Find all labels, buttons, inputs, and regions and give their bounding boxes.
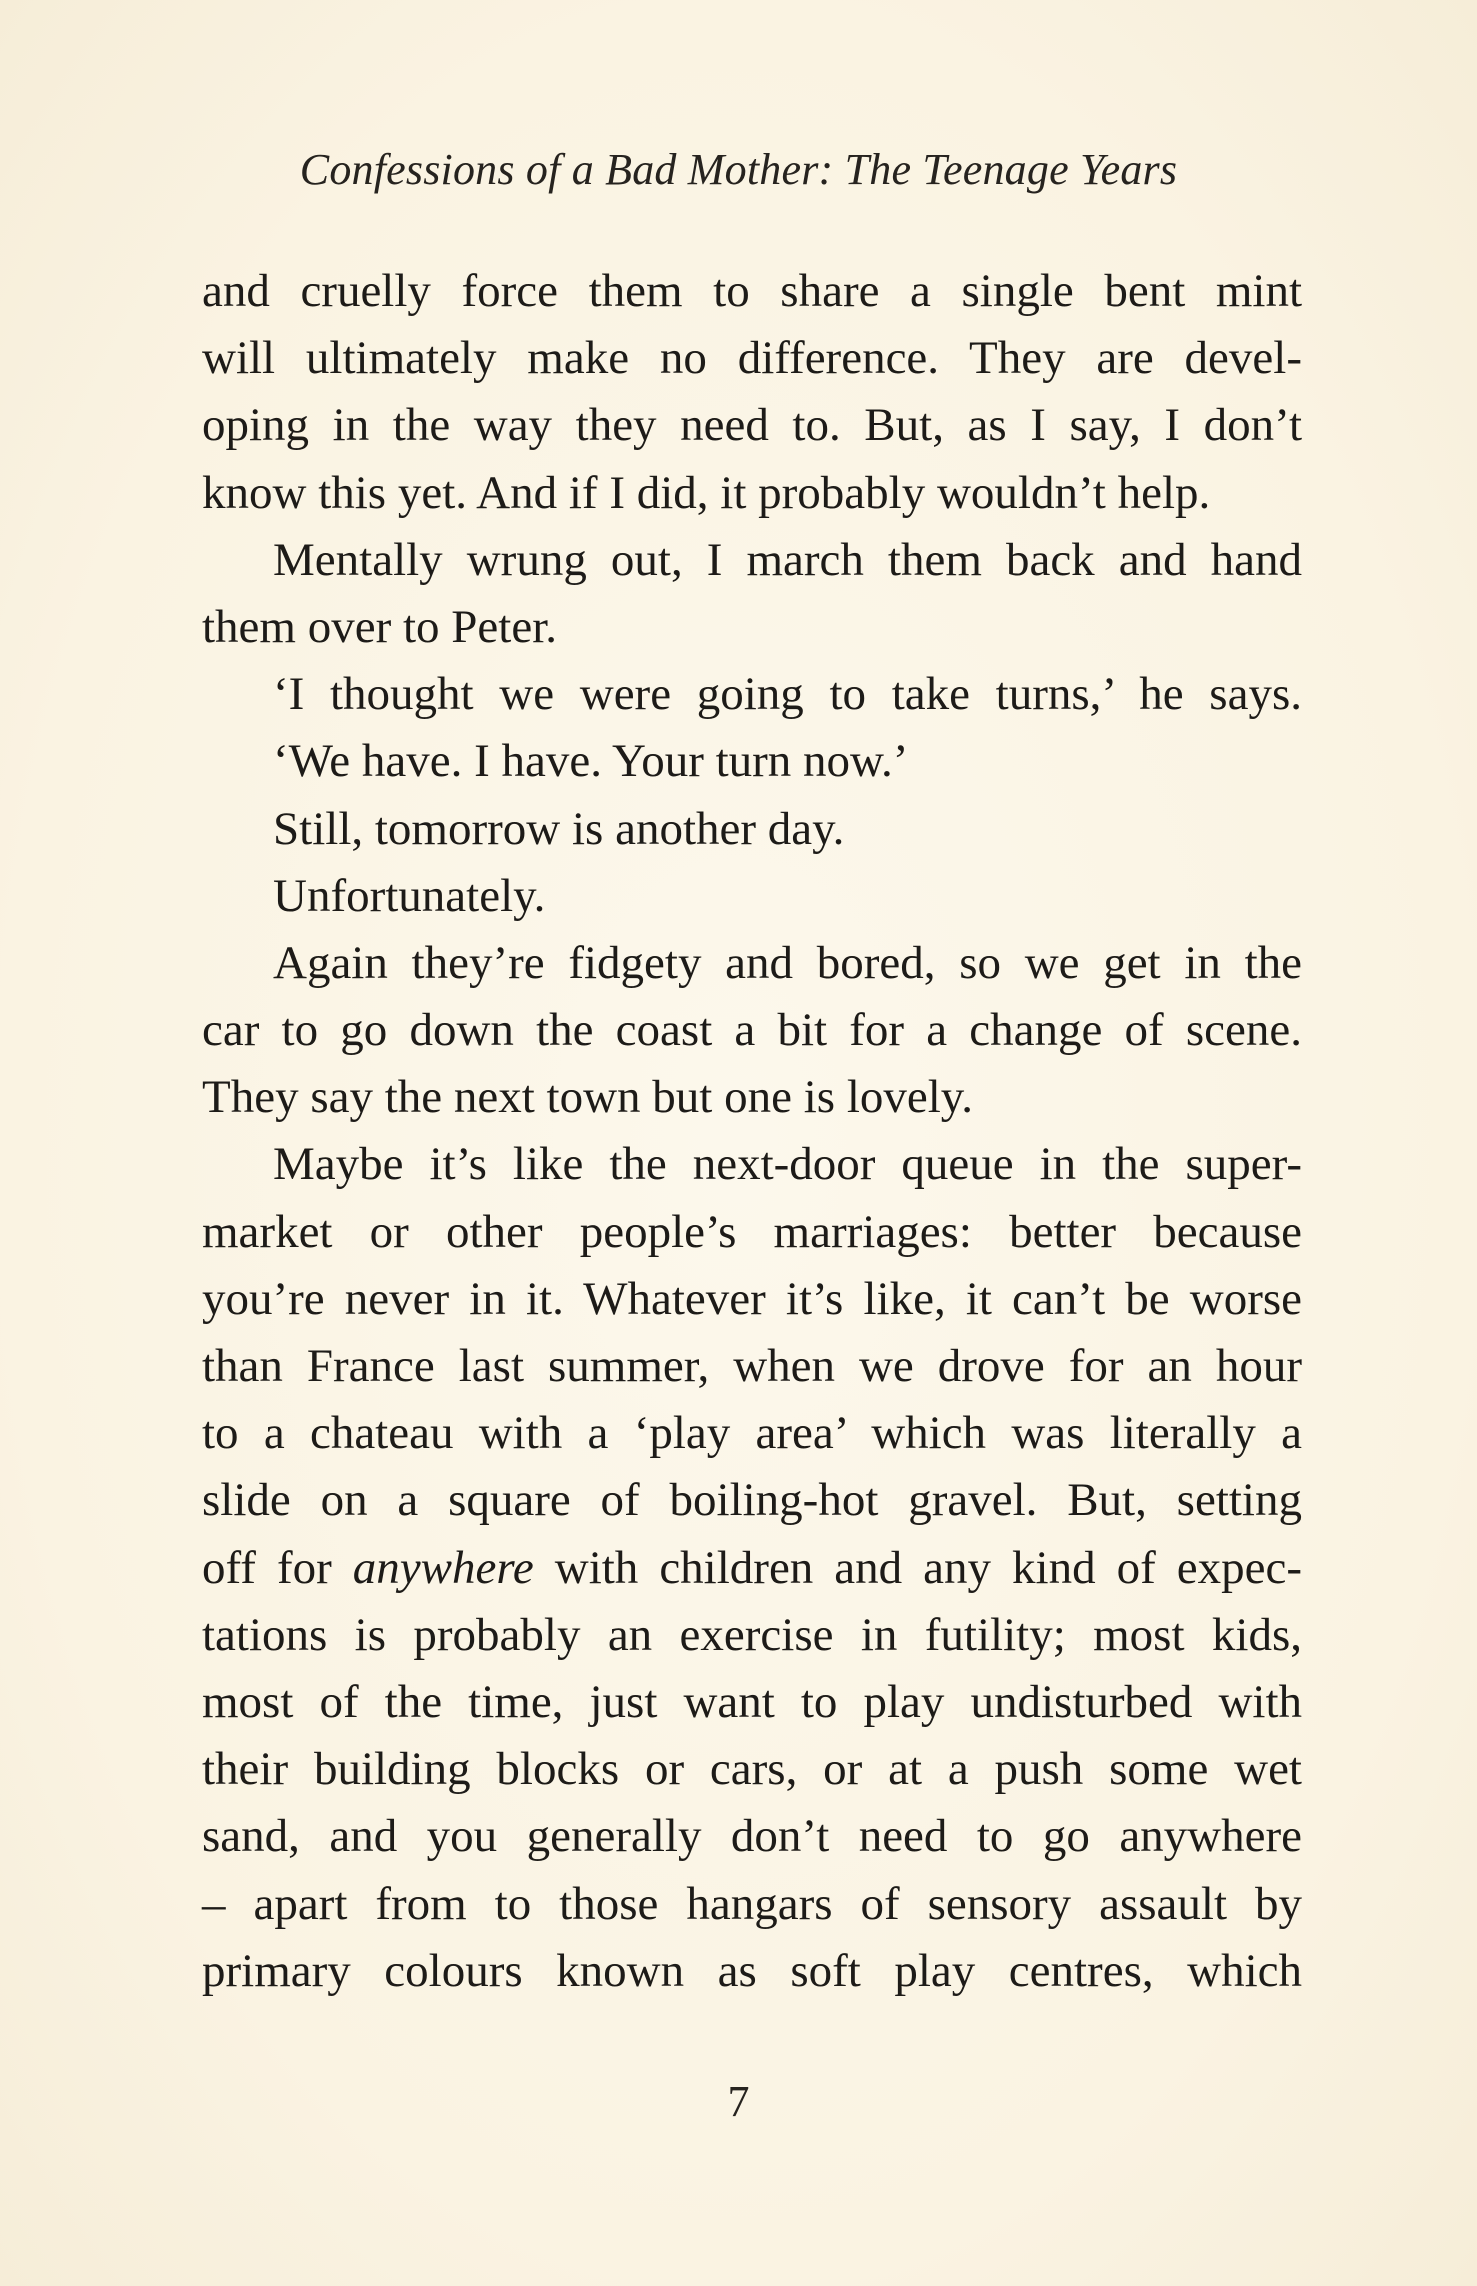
text-line: tations is probably an exercise in futility; most kids,: [202, 1608, 1302, 1661]
text-line: their building blocks or cars, or at a push some wet: [202, 1743, 1302, 1796]
text-line: know this yet. And if I did, it probably wouldn’t help.: [202, 466, 1211, 519]
text-line: Mentally wrung out, I march them back and hand: [273, 533, 1302, 586]
text-line: slide on a square of boiling-hot gravel. But, setting: [202, 1474, 1302, 1527]
text-line: them over to Peter.: [202, 600, 558, 653]
text-fragment: with children and any kind of expec-: [533, 1541, 1302, 1594]
text-line: – apart from to those hangars of sensory assault by: [202, 1877, 1302, 1930]
text-line: Unfortunately.: [273, 869, 546, 922]
text-line: oping in the way they need to. But, as I say, I don’t: [202, 399, 1302, 452]
text-line: and cruelly force them to share a single bent mint: [202, 265, 1302, 317]
text-line: car to go down the coast a bit for a change of scene.: [202, 1004, 1302, 1057]
text-line: [202, 1535, 1302, 1602]
text-line: Maybe it’s like the next-door queue in the super-: [273, 1138, 1302, 1191]
page-number: 7: [727, 2077, 750, 2126]
text-fragment: off for: [202, 1541, 353, 1594]
body-text: [202, 258, 1302, 2005]
text-line: Again they’re fidgety and bored, so we get in the: [273, 936, 1302, 989]
text-line: They say the next town but one is lovely.: [202, 1071, 974, 1124]
text-line: most of the time, just want to play undisturbed with: [202, 1675, 1302, 1728]
text-line: you’re never in it. Whatever it’s like, it can’t be worse: [202, 1272, 1302, 1325]
running-head: Confessions of a Bad Mother: The Teenage Years: [299, 145, 1178, 194]
text-line: ‘I thought we were going to take turns,’ he says.: [273, 668, 1302, 721]
text-line: than France last summer, when we drove for an hour: [202, 1340, 1302, 1392]
text-line: ‘We have. I have. Your turn now.’: [273, 735, 909, 788]
text-line: Still, tomorrow is another day.: [273, 802, 845, 855]
text-line: to a chateau with a ‘play area’ which was literally a: [202, 1407, 1302, 1460]
italic-word: anywhere: [352, 1541, 534, 1594]
text-line: market or other people’s marriages: better because: [202, 1205, 1302, 1258]
text-line: sand, and you generally don’t need to go anywhere: [202, 1810, 1302, 1863]
text-line: will ultimately make no difference. They are devel-: [202, 332, 1302, 385]
text-line: primary colours known as soft play centres, which: [202, 1944, 1302, 1997]
